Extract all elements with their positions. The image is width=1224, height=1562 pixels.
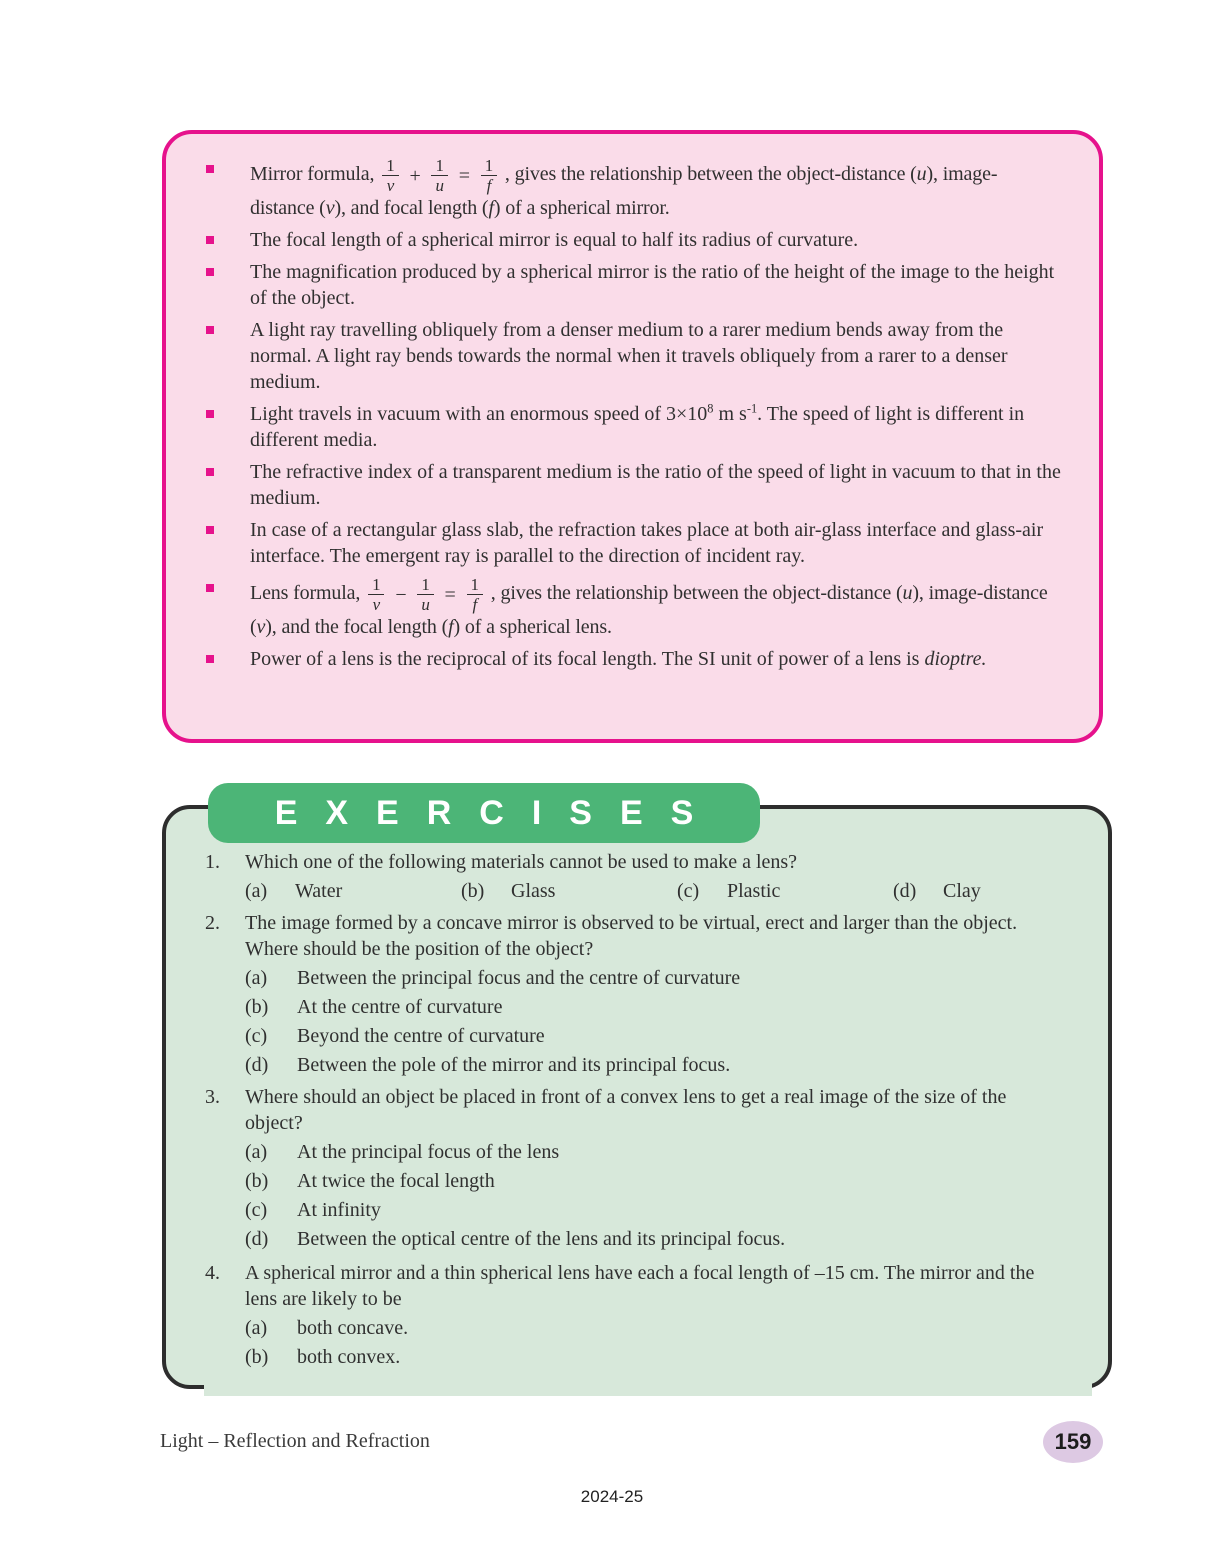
fraction <box>368 575 384 614</box>
option-label: Clay <box>943 880 981 902</box>
formula-intro: Lens formula, <box>250 582 361 605</box>
fraction-denominator: f <box>467 594 483 614</box>
fraction <box>382 156 398 195</box>
option <box>245 1315 1064 1341</box>
question-text <box>245 1084 1064 1136</box>
question-text <box>245 849 1064 875</box>
option <box>677 878 893 904</box>
text-run: v <box>325 197 335 219</box>
option-label: Between the principal focus and the centre of curvature <box>297 967 741 989</box>
text-run: Power of a lens is the reciprocal of its focal length. The SI unit of power of a lens is <box>250 648 925 670</box>
fraction-numerator: 1 <box>386 156 395 175</box>
bullet-square-icon <box>206 268 214 276</box>
fraction-numerator: 1 <box>421 575 430 594</box>
text-run: 8 <box>707 401 714 416</box>
text-run: dioptre. <box>924 648 987 670</box>
fraction-numerator: 1 <box>435 156 444 175</box>
text-run: The magnification produced by a spherical mirror is the ratio of the height of the image to the height of the object. <box>250 261 1055 309</box>
option-letter: (d) <box>893 880 917 902</box>
question-text <box>245 1260 1064 1312</box>
text-run: ), image-distance ( <box>250 163 998 219</box>
option-letter: (a) <box>245 967 268 989</box>
fraction <box>431 156 447 195</box>
option-letter: (c) <box>677 880 700 902</box>
text-run: , gives the relationship between the object-distance ( <box>504 163 917 186</box>
summary-bullet <box>206 227 1061 253</box>
fraction <box>467 575 483 614</box>
exercises-box <box>162 794 1112 1389</box>
option-label: Beyond the centre of curvature <box>297 1025 545 1047</box>
exercises-header-badge: EXERCISES <box>208 783 760 843</box>
fraction-numerator: 1 <box>470 575 479 594</box>
text-run: ), and the focal length ( <box>265 616 449 638</box>
summary-bullet <box>206 517 1061 569</box>
text-run: A spherical mirror and a thin spherical lens have each a focal length of –15 cm. The mirror and the lens are likely to be <box>245 1262 1035 1310</box>
option-label: At the principal focus of the lens <box>297 1141 560 1163</box>
bullet-body-text <box>250 459 1061 511</box>
equals-operator: = <box>458 164 470 187</box>
summary-bullet <box>206 317 1061 395</box>
exercise-question <box>205 1084 1064 1252</box>
fraction-denominator: f <box>481 175 497 195</box>
text-run: u <box>902 582 913 605</box>
text-run: m s <box>713 403 747 425</box>
fraction <box>417 575 433 614</box>
summary-box <box>162 130 1103 743</box>
text-run: ) of a spherical lens. <box>453 616 612 638</box>
equals-operator: = <box>444 583 456 606</box>
option-letter: (c) <box>245 1199 268 1221</box>
exercise-question <box>205 910 1064 1078</box>
bullet-square-icon <box>206 236 214 244</box>
option-label: Between the optical centre of the lens and its principal focus. <box>297 1228 786 1250</box>
bullet-square-icon <box>206 468 214 476</box>
text-run: The refractive index of a transparent medium is the ratio of the speed of light in vacuum to that in the medium. <box>250 461 1061 509</box>
option-letter: (c) <box>245 1025 268 1047</box>
box-continuation-strip <box>204 1374 1092 1396</box>
fraction-denominator: v <box>368 594 384 614</box>
text-run: Where should an object be placed in front of a convex lens to get a real image of the size of the object? <box>245 1086 1007 1134</box>
bullet-square-icon <box>206 165 214 173</box>
bullet-body-text <box>250 317 1061 395</box>
fraction-denominator: v <box>382 175 398 195</box>
page-number-badge: 159 <box>1043 1421 1103 1463</box>
option-letter: (b) <box>245 1346 269 1368</box>
option <box>245 1052 1064 1078</box>
fraction-denominator: u <box>431 175 447 195</box>
option-label: At the centre of curvature <box>297 996 503 1018</box>
question-number: 2. <box>205 912 220 934</box>
fraction-numerator: 1 <box>484 156 494 175</box>
option-letter: (d) <box>245 1054 269 1076</box>
bullet-body-text <box>250 227 1061 253</box>
footer-chapter-title: Light – Reflection and Refraction <box>160 1430 430 1452</box>
question-text <box>245 910 1064 962</box>
text-run: Which one of the following materials cannot be used to make a lens? <box>245 851 798 873</box>
text-run: , gives the relationship between the object-distance ( <box>490 582 903 605</box>
edition-year: 2024-25 <box>580 1487 644 1506</box>
text-run: In case of a rectangular glass slab, the refraction takes place at both air-glass interface and glass-air interface. The emergent ray is parallel to the direction of incident ray. <box>250 519 1044 567</box>
text-run: u <box>916 163 927 186</box>
option <box>245 1344 1064 1370</box>
options-row <box>245 878 1064 904</box>
bullet-square-icon <box>206 526 214 534</box>
text-run: ) of a spherical mirror. <box>493 197 670 219</box>
text-run: Light travels in vacuum with an enormous speed of 3×10 <box>250 403 708 425</box>
option-letter: (b) <box>245 996 269 1018</box>
text-run: -1 <box>746 401 758 416</box>
bullet-square-icon <box>206 655 214 663</box>
text-run: The focal length of a spherical mirror is equal to half its radius of curvature. <box>250 229 859 251</box>
option-label: Between the pole of the mirror and its principal focus. <box>297 1054 731 1076</box>
option-label: both concave. <box>297 1317 409 1339</box>
option <box>893 878 981 904</box>
text-run: f <box>448 616 454 638</box>
option <box>245 1226 1064 1252</box>
text-run: The image formed by a concave mirror is observed to be virtual, erect and larger than the object. Where should be the position of the object? <box>245 912 1018 960</box>
option-letter: (a) <box>245 1141 268 1163</box>
option-label: At infinity <box>297 1199 381 1221</box>
text-run: A light ray travelling obliquely from a denser medium to a rarer medium bends away from the normal. A light ray bends towards the normal when it travels obliquely from a rarer to a denser medium. <box>250 319 1008 393</box>
option-letter: (b) <box>245 1170 269 1192</box>
option <box>245 1139 1064 1165</box>
summary-bullet <box>206 401 1061 453</box>
minus-operator: − <box>395 583 407 606</box>
question-number: 1. <box>205 851 220 873</box>
bullet-body-text <box>250 646 1061 672</box>
question-number: 3. <box>205 1086 220 1108</box>
option <box>245 878 461 904</box>
option <box>245 965 1064 991</box>
text-run: ), image-distance ( <box>250 582 1048 638</box>
bullet-body-text <box>250 401 1061 453</box>
text-run: v <box>256 616 266 638</box>
exercise-question <box>205 849 1064 904</box>
bullet-square-icon <box>206 410 214 418</box>
fraction-denominator: u <box>417 594 433 614</box>
text-run: ), and focal length ( <box>334 197 489 219</box>
summary-bullet <box>206 459 1061 511</box>
option-letter: (a) <box>245 1317 268 1339</box>
text-run: f <box>488 197 494 219</box>
fraction <box>481 156 497 195</box>
option-label: both convex. <box>297 1346 401 1368</box>
bullet-body-text <box>250 259 1061 311</box>
option-letter: (b) <box>461 880 485 902</box>
exercise-question <box>205 1260 1064 1370</box>
option-letter: (a) <box>245 880 268 902</box>
option <box>461 878 677 904</box>
plus-operator: + <box>409 164 421 187</box>
option <box>245 1023 1064 1049</box>
bullet-body-text <box>250 517 1061 569</box>
bullet-square-icon <box>206 326 214 334</box>
fraction-numerator: 1 <box>372 575 381 594</box>
formula-intro: Mirror formula, <box>250 163 375 186</box>
option <box>245 1197 1064 1223</box>
text-run: . The speed of light is different in different media. <box>250 403 1025 451</box>
option-letter: (d) <box>245 1228 269 1250</box>
summary-bullet <box>206 156 1061 221</box>
summary-bullet <box>206 259 1061 311</box>
bullet-square-icon <box>206 584 214 592</box>
option <box>245 1168 1064 1194</box>
summary-bullet <box>206 646 1061 672</box>
summary-bullet <box>206 575 1061 640</box>
option-label: Glass <box>511 880 556 902</box>
option <box>245 994 1064 1020</box>
option-label: Water <box>295 880 343 902</box>
option-label: Plastic <box>727 880 781 902</box>
question-number: 4. <box>205 1262 220 1284</box>
option-label: At twice the focal length <box>297 1170 495 1192</box>
